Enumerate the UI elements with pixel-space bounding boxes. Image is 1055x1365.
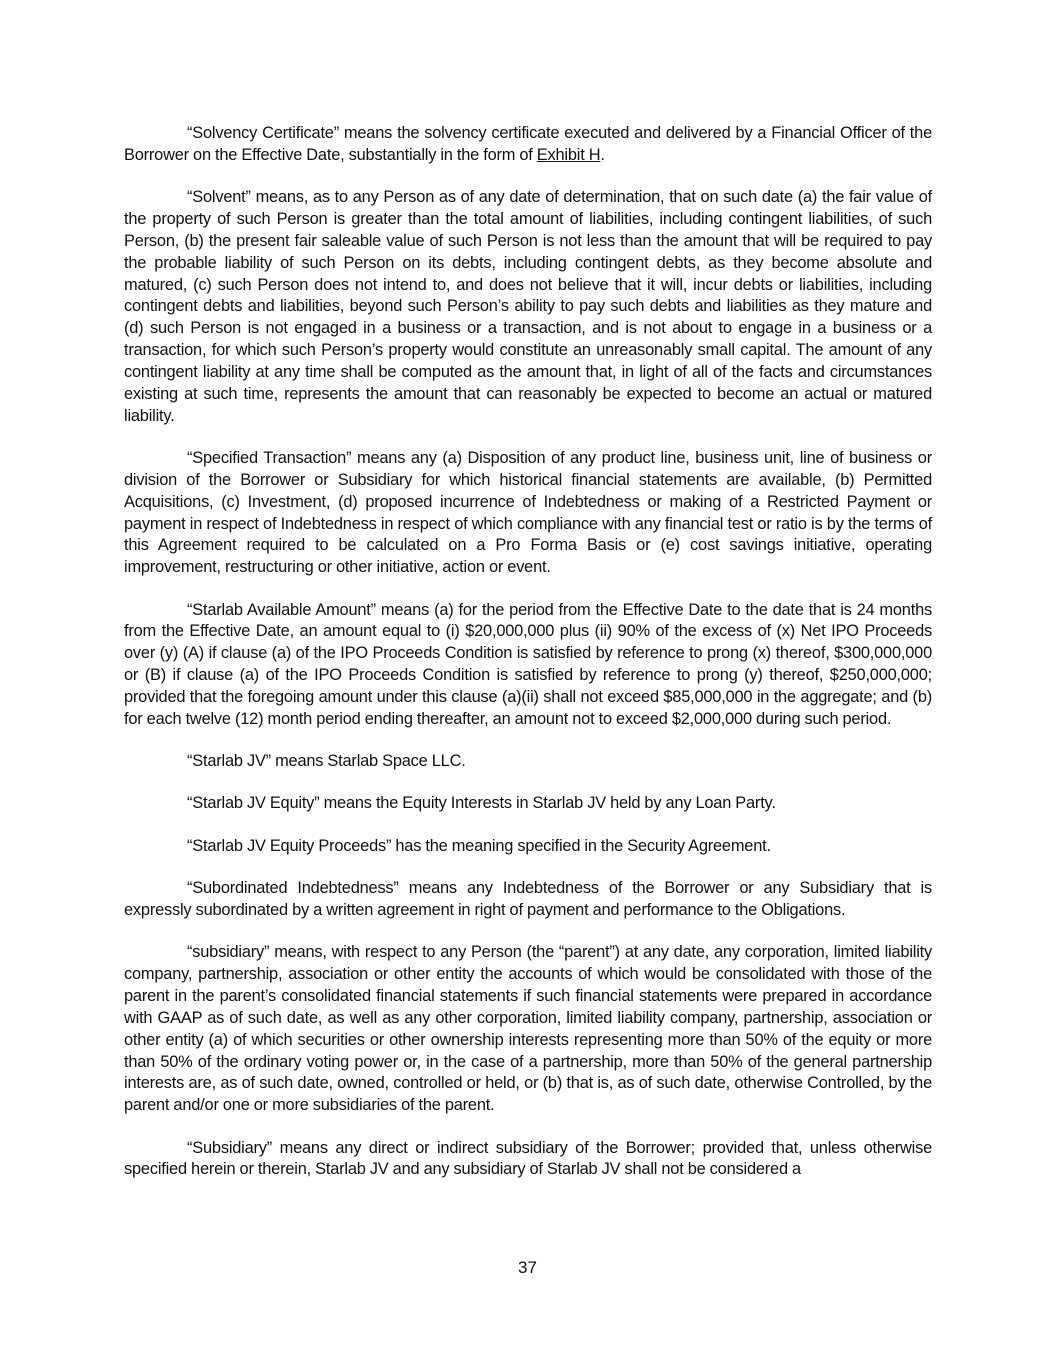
definition-subsidiary-lowercase: “subsidiary” means, with respect to any Person (the “parent”) at any date, any corporation, limited liability company, partnership, association or other entity the accounts of which would be consolidated with those of the parent in the parent’s consolidated financial statements if such financial statements were prepared in accordance with GAAP as of such date, as well as any other corporation, limited liability company, partnership, association or other entity (a) of which securities or other ownership interests representing more than 50% of the equity or more than 50% of the ordinary voting power or, in the case of a partnership, more than 50% of the general partnership interests are, as of such date, owned, controlled or held, or (b) that is, as of such date, otherwise Controlled, by the parent and/or one or more subsidiaries of the parent. [124, 943, 932, 1115]
definition-specified-transaction: “Specified Transaction” means any (a) Disposition of any product line, business unit, line of business or division of the Borrower or Subsidiary for which historical financial statements are available, (b) Permitted Acquisitions, (c) Investment, (d) proposed incurrence of Indebtedness or making of a Restricted Payment or payment in respect of Indebtedness in respect of which compliance with any financial test or ratio is by the terms of this Agreement required to be calculated on a Pro Forma Basis or (e) cost savings initiative, operating improvement, restructuring or other initiative, action or event. [124, 448, 932, 577]
definition-starlab-jv: “Starlab JV” means Starlab Space LLC. [187, 752, 466, 771]
definition-subordinated-indebtedness: “Subordinated Indebtedness” means any Indebtedness of the Borrower or any Subsidiary that is expressly subordinated by a written agreement in right of payment and performance to the Obligations. [124, 879, 932, 919]
definition-solvency-certificate [124, 123, 932, 167]
exhibit-h-link[interactable]: Exhibit H [536, 145, 601, 164]
page-number: 37 [518, 1258, 537, 1277]
definition-subsidiary-capitalized: “Subsidiary” means any direct or indirect subsidiary of the Borrower; provided that, unless otherwise specified herein or therein, Starlab JV and any subsidiary of Starlab JV shall not be considered a [124, 1138, 932, 1179]
definition-starlab-available-amount: “Starlab Available Amount” means (a) for the period from the Effective Date to the date that is 24 months from the Effective Date, an amount equal to (i) $20,000,000 plus (ii) 90% of the excess of (x) Net IPO Proceeds over (y) (A) if clause (a) of the IPO Proceeds Condition is satisfied by reference to prong (x) thereof, $300,000,000 or (B) if clause (a) of the IPO Proceeds Condition is satisfied by reference to prong (y) thereof, $250,000,000; provided that the foregoing amount under this clause (a)(ii) shall not exceed $85,000,000 in the aggregate; and (b) for each twelve (12) month period ending thereafter, an amount not to exceed $2,000,000 during such period. [124, 600, 932, 728]
document-body [124, 123, 932, 1202]
definition-starlab-jv-equity: “Starlab JV Equity” means the Equity Interests in Starlab JV held by any Loan Party. [187, 794, 776, 813]
definition-text: “Solvency Certificate” means the solvency certificate executed and delivered by a Financial Officer of the Borrower on the Effective Date, substantially in the form of [124, 124, 932, 164]
definition-starlab-jv-equity-proceeds: “Starlab JV Equity Proceeds” has the meaning specified in the Security Agreement. [187, 836, 771, 855]
definition-text-end: . [600, 145, 605, 164]
definition-solvent: “Solvent” means, as to any Person as of any date of determination, that on such date (a) the fair value of the property of such Person is greater than the total amount of liabilities, including contingent liabilities, of such Person, (b) the present fair saleable value of such Person is not less than the amount that will be required to pay the probable liability of such Person on its debts, including contingent debts, as they become absolute and matured, (c) such Person does not intend to, and does not believe that it will, incur debts or liabilities, including contingent debts and liabilities, beyond such Person’s ability to pay such debts and liabilities as they mature and (d) such Person is not engaged in a business or a transaction, and is not about to engage in a business or a transaction, for which such Person’s property would constitute an unreasonably small capital. The amount of any contingent liability at any time shall be computed as the amount that, in light of all of the facts and circumstances existing at such time, represents the amount that can reasonably be expected to become an actual or matured liability. [124, 188, 932, 425]
